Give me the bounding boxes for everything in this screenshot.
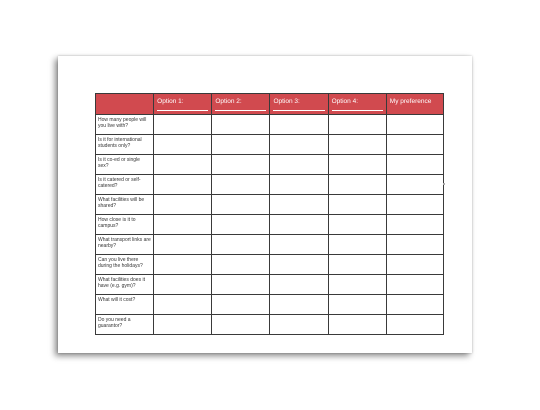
option-3-answer-cell[interactable] [270,315,328,335]
option-4-answer-cell[interactable] [328,275,386,295]
preference-answer-cell[interactable] [386,115,443,135]
header-blank-cell [96,94,154,115]
preference-label: My preference [389,98,432,105]
header-option-4 [328,94,386,115]
option-4-answer-cell[interactable] [328,195,386,215]
option-3-answer-cell[interactable] [270,115,328,135]
option-4-answer-cell[interactable] [328,255,386,275]
worksheet-page [58,56,472,353]
question-cell: What facilities does it have (e.g. gym)? [96,275,154,295]
option-3-answer-cell[interactable] [270,155,328,175]
table-row [96,135,444,155]
comparison-table [95,93,444,335]
preference-answer-cell[interactable] [386,135,443,155]
option-2-answer-cell[interactable] [212,235,270,255]
option-2-answer-cell[interactable] [212,115,270,135]
page-mark [443,183,445,185]
option-4-answer-cell[interactable] [328,135,386,155]
question-cell: Can you live there during the holidays? [96,255,154,275]
header-option-1 [154,94,212,115]
question-cell: What facilities will be shared? [96,195,154,215]
option-1-answer-cell[interactable] [154,315,212,335]
option-4-answer-cell[interactable] [328,295,386,315]
option-4-label: Option 4: [331,98,359,105]
option-2-answer-cell[interactable] [212,215,270,235]
option-1-answer-cell[interactable] [154,155,212,175]
table-row [96,295,444,315]
header-option-2 [212,94,270,115]
option-1-answer-cell[interactable] [154,135,212,155]
option-2-label: Option 2: [215,98,242,105]
question-rows [96,115,444,335]
table-row [96,215,444,235]
option-2-answer-cell[interactable] [212,195,270,215]
question-cell: How many people will you live with? [96,115,154,135]
preference-answer-cell[interactable] [386,195,443,215]
header-option-3 [270,94,328,115]
option-2-answer-cell[interactable] [212,275,270,295]
table-row [96,155,444,175]
header-my-preference [386,94,443,115]
option-3-answer-cell[interactable] [270,135,328,155]
option-2-write-line[interactable] [215,110,266,111]
option-2-answer-cell[interactable] [212,175,270,195]
option-3-write-line[interactable] [273,110,324,111]
option-4-answer-cell[interactable] [328,315,386,335]
option-1-answer-cell[interactable] [154,175,212,195]
question-cell: What will it cost? [96,295,154,315]
option-4-answer-cell[interactable] [328,155,386,175]
option-2-answer-cell[interactable] [212,295,270,315]
question-cell: How close is it to campus? [96,215,154,235]
option-3-answer-cell[interactable] [270,255,328,275]
option-4-answer-cell[interactable] [328,235,386,255]
question-cell: Is it co-ed or single sex? [96,155,154,175]
preference-answer-cell[interactable] [386,255,443,275]
option-2-answer-cell[interactable] [212,315,270,335]
table-row [96,175,444,195]
table-row [96,255,444,275]
preference-answer-cell[interactable] [386,315,443,335]
table-row [96,195,444,215]
option-3-answer-cell[interactable] [270,295,328,315]
question-cell: What transport links are nearby? [96,235,154,255]
option-3-answer-cell[interactable] [270,235,328,255]
table-row [96,115,444,135]
preference-answer-cell[interactable] [386,175,443,195]
question-cell: Is it for international students only? [96,135,154,155]
option-3-answer-cell[interactable] [270,275,328,295]
option-1-answer-cell[interactable] [154,295,212,315]
option-3-answer-cell[interactable] [270,175,328,195]
option-1-answer-cell[interactable] [154,215,212,235]
option-2-answer-cell[interactable] [212,155,270,175]
option-3-answer-cell[interactable] [270,195,328,215]
preference-answer-cell[interactable] [386,295,443,315]
preference-answer-cell[interactable] [386,215,443,235]
header-row [96,94,444,115]
option-1-write-line[interactable] [157,110,208,111]
question-cell: Is it catered or self-catered? [96,175,154,195]
question-cell: Do you need a guarantor? [96,315,154,335]
option-4-answer-cell[interactable] [328,115,386,135]
option-1-answer-cell[interactable] [154,235,212,255]
preference-answer-cell[interactable] [386,155,443,175]
option-4-write-line[interactable] [332,110,383,111]
option-2-answer-cell[interactable] [212,255,270,275]
option-1-answer-cell[interactable] [154,195,212,215]
option-1-label: Option 1: [157,98,184,105]
option-3-answer-cell[interactable] [270,215,328,235]
option-1-answer-cell[interactable] [154,275,212,295]
preference-answer-cell[interactable] [386,275,443,295]
option-4-answer-cell[interactable] [328,175,386,195]
preference-answer-cell[interactable] [386,235,443,255]
table-row [96,235,444,255]
table-row [96,315,444,335]
option-3-label: Option 3: [273,98,300,105]
option-1-answer-cell[interactable] [154,255,212,275]
option-2-answer-cell[interactable] [212,135,270,155]
option-1-answer-cell[interactable] [154,115,212,135]
option-4-answer-cell[interactable] [328,215,386,235]
table-row [96,275,444,295]
